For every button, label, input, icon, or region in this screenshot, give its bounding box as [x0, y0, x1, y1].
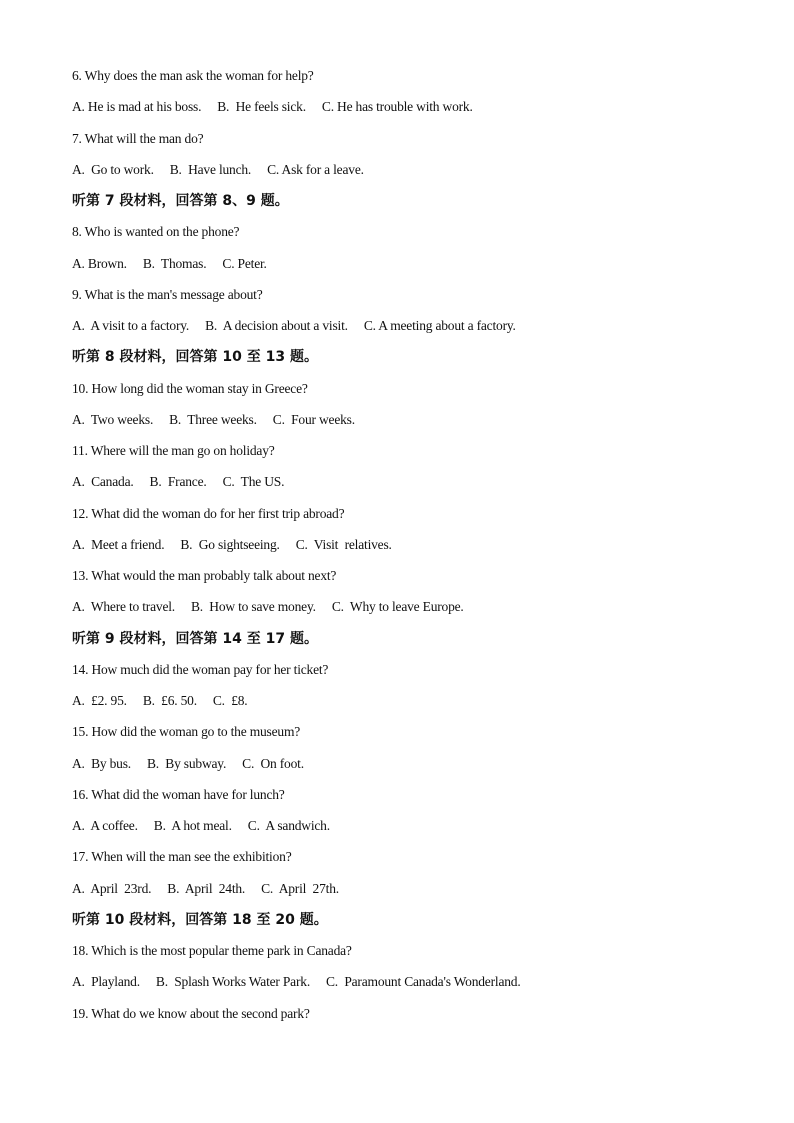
answer-options [72, 689, 752, 720]
answer-option: C. On foot. [242, 755, 304, 771]
answer-options [72, 533, 752, 564]
question-text: 7. What will the man do? [72, 130, 204, 146]
question-text: 17. When will the man see the exhibition? [72, 849, 292, 865]
answer-option: B. Splash Works Water Park. [155, 974, 310, 990]
answer-option: B. He feels sick. [217, 99, 306, 115]
answer-option: B. A decision about a visit. [205, 318, 348, 333]
answer-options [72, 595, 752, 626]
answer-option: A. Meet a friend. [72, 536, 165, 552]
answer-option: B. Three weeks. [169, 411, 257, 427]
answer-option: C. Ask for a leave. [267, 161, 364, 177]
answer-options [72, 970, 752, 1001]
answer-option: A. By bus. [72, 755, 131, 771]
answer-option: C. Four weeks. [272, 411, 355, 427]
answer-option: A. Go to work. [72, 161, 154, 177]
question-text: 19. What do we know about the second park? [72, 1005, 310, 1021]
question-text: 11. Where will the man go on holiday? [72, 443, 275, 458]
answer-option: C. Visit relatives. [295, 536, 392, 552]
answer-option: B. April 24th. [167, 880, 246, 896]
question-text: 9. What is the man's message about? [72, 286, 263, 302]
answer-options [72, 814, 752, 845]
question-text: 10. How long did the woman stay in Greece? [72, 380, 308, 396]
exam-page [72, 64, 752, 1033]
answer-option: C. April 27th. [261, 880, 339, 896]
answer-option: B. By subway. [146, 755, 227, 771]
question-text: 14. How much did the woman pay for her ticket? [72, 661, 329, 677]
answer-option: C. A sandwich. [247, 818, 330, 833]
section-heading: 听第 7 段材料，回答第 8、9 题。 [72, 193, 289, 209]
answer-options [72, 252, 752, 283]
answer-option: B. Go sightseeing. [180, 536, 280, 552]
section-heading: 听第 10 段材料，回答第 18 至 20 题。 [72, 911, 328, 928]
answer-option: B. Thomas. [142, 255, 207, 271]
answer-option: A. A visit to a factory. [72, 318, 190, 333]
answer-option: C. £8. [212, 693, 248, 708]
answer-option: C. Why to leave Europe. [331, 599, 464, 615]
answer-options [72, 314, 752, 345]
answer-option: A. He is mad at his boss. [72, 99, 202, 115]
answer-option: C. Paramount Canada's Wonderland. [326, 974, 521, 990]
answer-options [72, 158, 752, 189]
answer-option: B. How to save money. [190, 599, 316, 615]
section-heading: 听第 8 段材料，回答第 10 至 13 题。 [72, 349, 318, 366]
answer-option: B. £6. 50. [142, 693, 197, 708]
answer-options [72, 95, 752, 126]
answer-option: B. A hot meal. [153, 818, 232, 833]
question-text: 15. How did the woman go to the museum? [72, 724, 301, 740]
answer-options [72, 470, 752, 501]
question-text: 8. Who is wanted on the phone? [72, 224, 240, 240]
answer-option: B. France. [149, 474, 207, 490]
answer-option: C. He has trouble with work. [321, 99, 473, 115]
answer-option: A. Two weeks. [72, 411, 154, 427]
answer-option: A. Where to travel. [72, 599, 175, 615]
answer-options [72, 752, 752, 783]
answer-option: A. £2. 95. [72, 693, 127, 708]
answer-option: A. A coffee. [72, 818, 138, 833]
question-text: 6. Why does the man ask the woman for help? [72, 68, 314, 83]
answer-option: A. April 23rd. [72, 880, 152, 896]
answer-options [72, 408, 752, 439]
answer-option: C. A meeting about a factory. [363, 318, 516, 333]
answer-option: A. Brown. [72, 255, 127, 271]
answer-option: B. Have lunch. [169, 161, 252, 177]
question-text: 12. What did the woman do for her first trip abroad? [72, 505, 345, 521]
answer-option: A. Playland. [72, 974, 140, 990]
answer-option: C. The US. [222, 474, 285, 490]
question-text: 16. What did the woman have for lunch? [72, 786, 285, 802]
section-heading: 听第 9 段材料，回答第 14 至 17 题。 [72, 630, 318, 647]
question-text: 18. Which is the most popular theme park in Canada? [72, 943, 352, 958]
answer-option: C. Peter. [222, 255, 267, 271]
question-text: 13. What would the man probably talk about next? [72, 568, 337, 583]
answer-options [72, 877, 752, 908]
answer-option: A. Canada. [72, 474, 134, 490]
